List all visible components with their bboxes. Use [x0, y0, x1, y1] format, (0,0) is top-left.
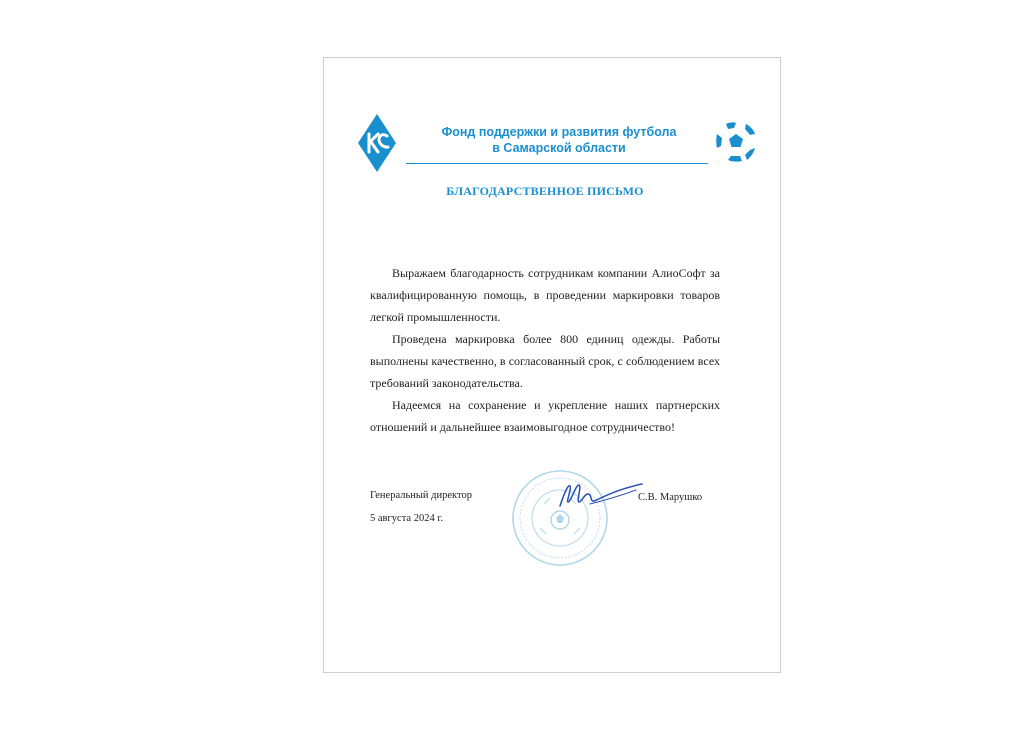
- body-paragraph-3: Надеемся на сохранение и укрепление наших партнерских отношений и дальнейшее взаимовыгодное сотрудничество!: [370, 398, 720, 434]
- kc-diamond-logo-icon: [358, 114, 396, 172]
- handwritten-signature-icon: [554, 476, 646, 512]
- letter-date: 5 августа 2024 г.: [370, 513, 444, 524]
- document-title: БЛАГОДАРСТВЕННОЕ ПИСЬМО: [446, 184, 644, 198]
- letter-page: [323, 57, 781, 673]
- signatory-role: Генеральный директор: [370, 490, 472, 501]
- header-divider: [406, 163, 708, 164]
- organization-title-line2: в Самарской области: [492, 141, 626, 155]
- body-paragraph-1: Выражаем благодарность сотрудникам компании АлиоСофт за квалифицированную помощь, в проведении маркировки товаров легкой промышленности.: [370, 266, 720, 324]
- organization-title-line1: Фонд поддержки и развития футбола: [441, 125, 677, 139]
- soccer-ball-icon: [714, 120, 758, 164]
- signatory-name: С.В. Марушко: [638, 492, 703, 503]
- letter-body: [370, 262, 720, 438]
- organization-title: [404, 124, 714, 156]
- body-paragraph-2: Проведена маркировка более 800 единиц одежды. Работы выполнены качественно, в согласованный срок, с соблюдением всех требований законодательства.: [370, 332, 720, 390]
